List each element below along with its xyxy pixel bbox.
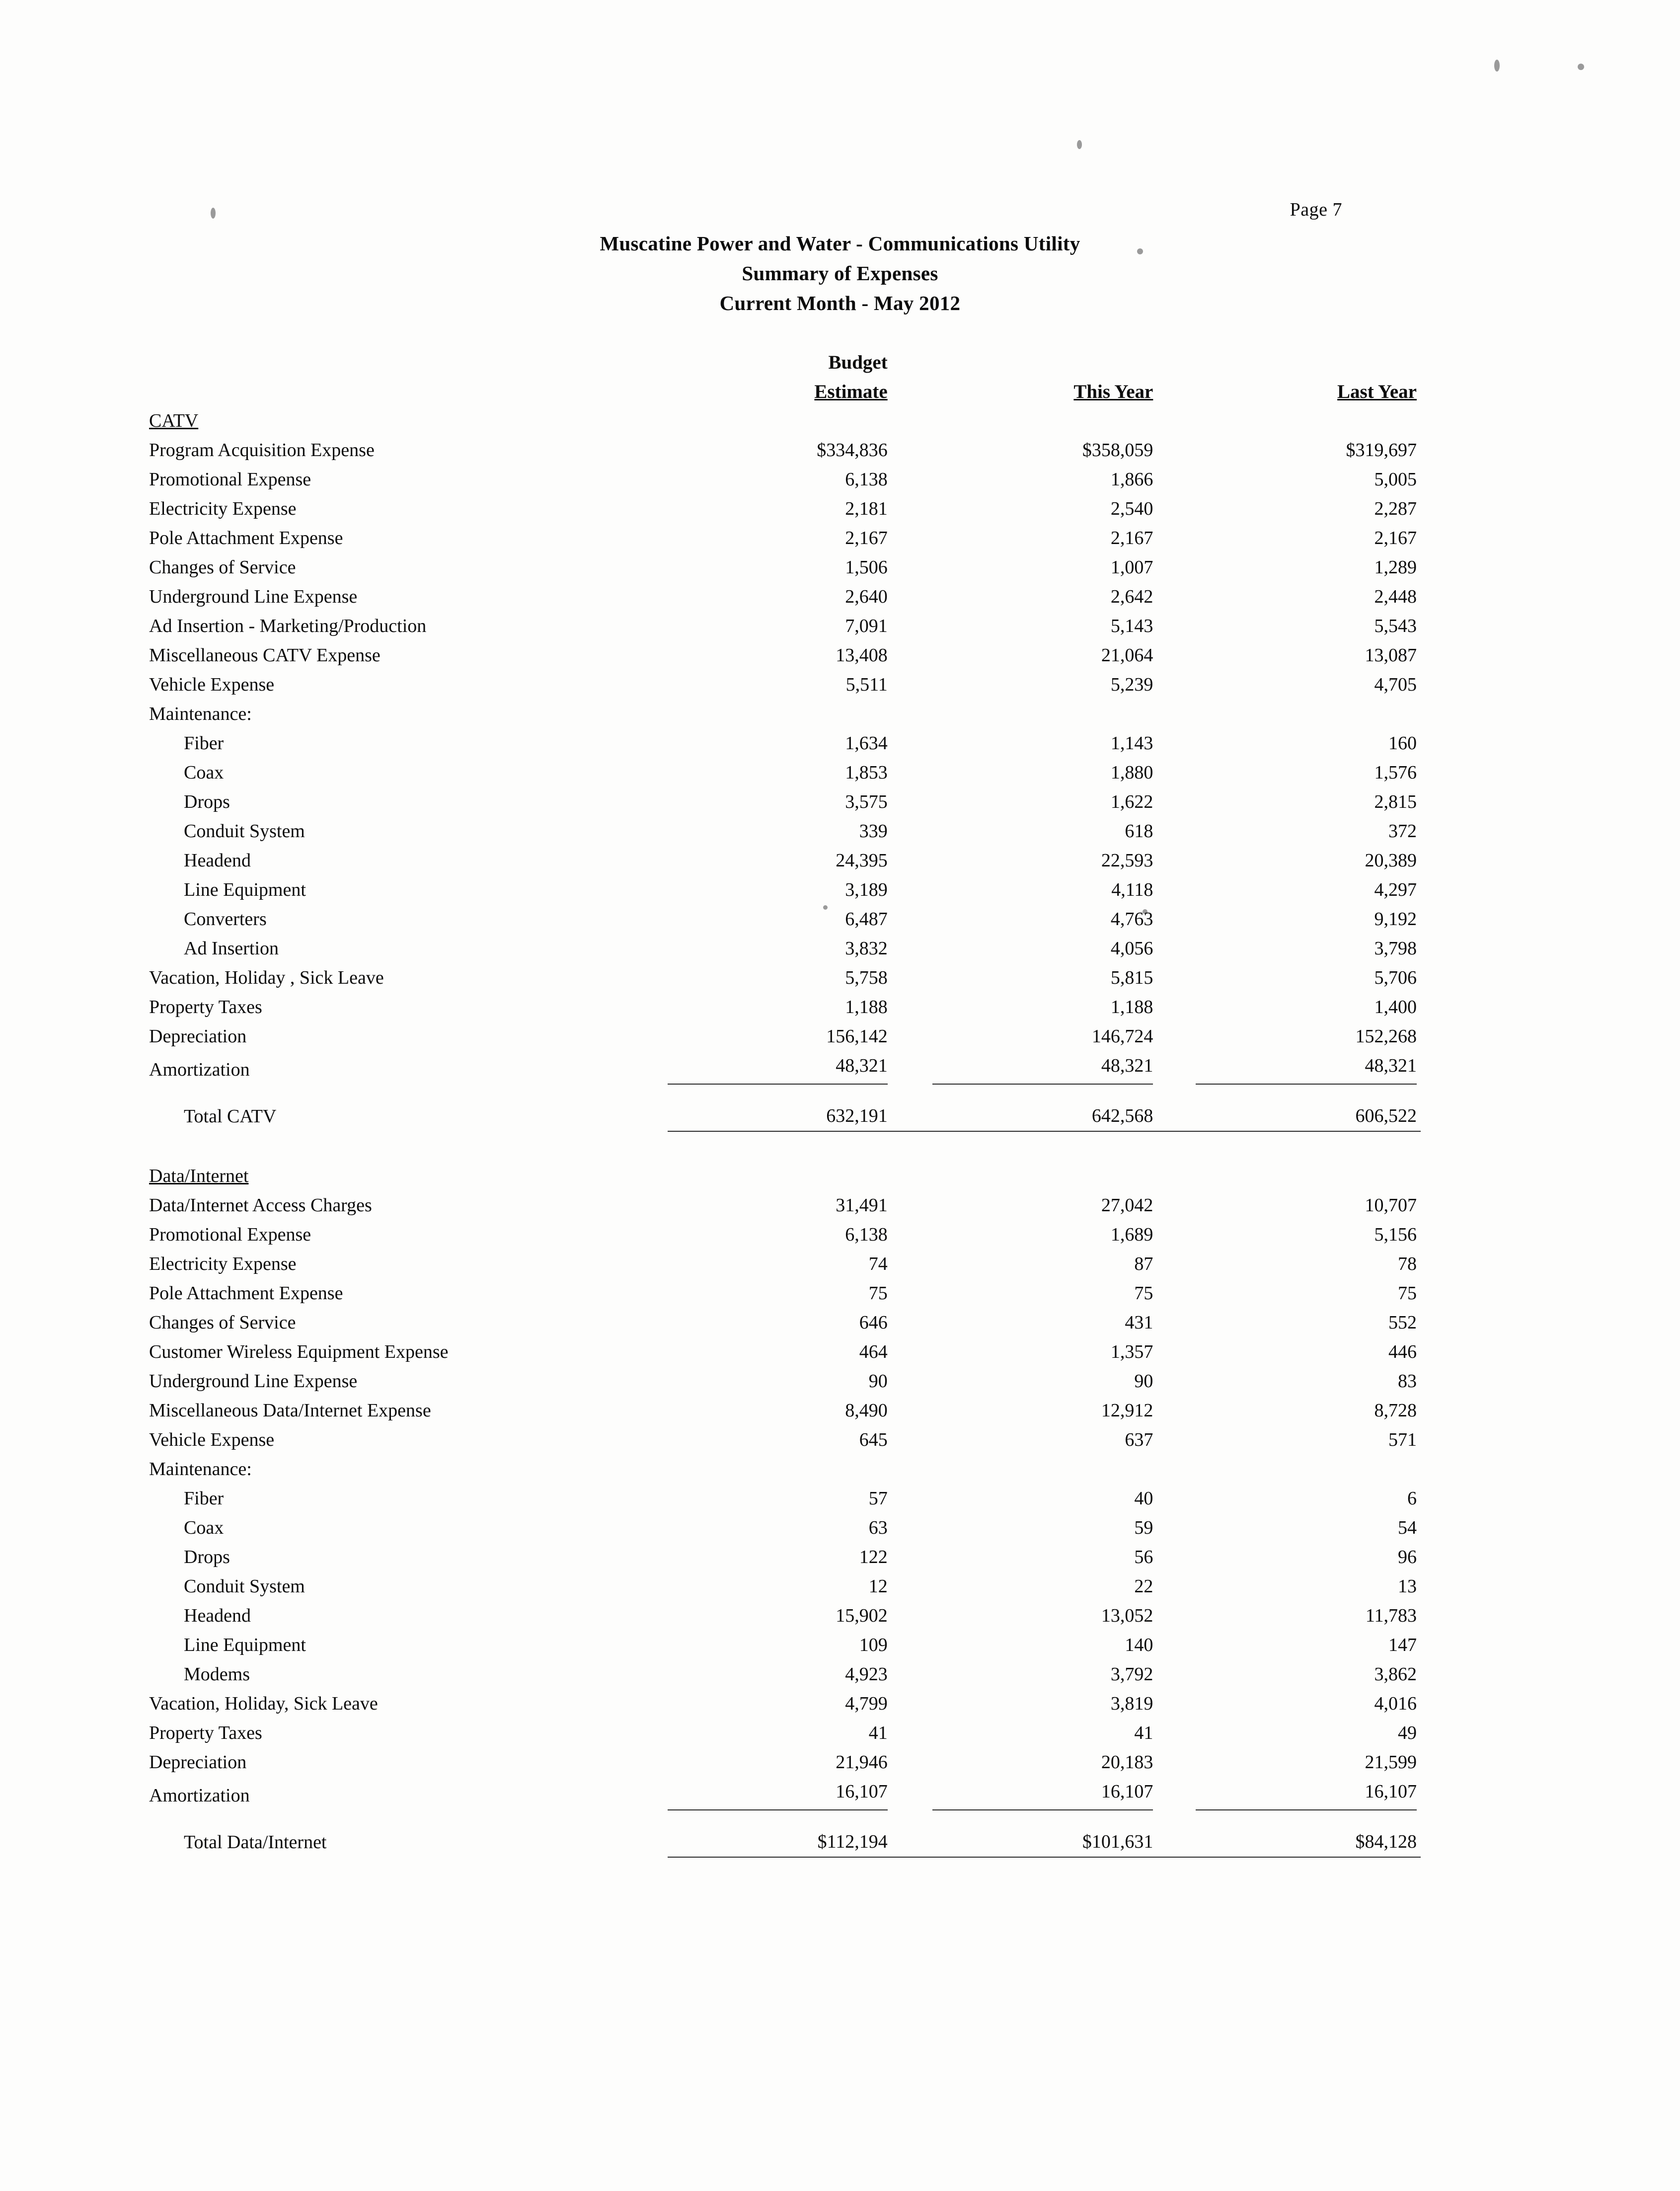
row-value: 122 bbox=[859, 1547, 888, 1567]
row-value: 2,642 bbox=[1110, 586, 1153, 607]
row-spacer bbox=[149, 1810, 668, 1827]
column-header-blank-3 bbox=[1196, 348, 1421, 377]
row-label: Modems bbox=[184, 1664, 250, 1685]
total-label: Total Data/Internet bbox=[184, 1832, 327, 1853]
row-value: 6 bbox=[1407, 1488, 1417, 1509]
row-value: 4,118 bbox=[1111, 879, 1153, 900]
document-title bbox=[0, 229, 1680, 318]
table-row bbox=[149, 1337, 1421, 1367]
table-row bbox=[149, 494, 1421, 524]
row-label: Underground Line Expense bbox=[149, 1371, 358, 1392]
row-label: Promotional Expense bbox=[149, 1224, 311, 1245]
row-value: 56 bbox=[1134, 1547, 1153, 1567]
row-value: 41 bbox=[868, 1722, 888, 1743]
table-row bbox=[149, 758, 1421, 787]
row-value: 5,156 bbox=[1374, 1224, 1417, 1245]
row-value: 1,188 bbox=[1110, 997, 1153, 1017]
row-value: 13,408 bbox=[836, 645, 888, 666]
table-row bbox=[149, 1220, 1421, 1250]
row-label: Conduit System bbox=[184, 821, 305, 842]
row-spacer bbox=[668, 1131, 932, 1162]
row-spacer bbox=[1196, 1085, 1421, 1101]
total-value: $101,631 bbox=[932, 1827, 1196, 1857]
column-header-blank bbox=[149, 377, 668, 406]
table-row bbox=[149, 465, 1421, 494]
row-value: 12 bbox=[868, 1576, 888, 1597]
row-label: Pole Attachment Expense bbox=[149, 528, 343, 548]
row-label: Promotional Expense bbox=[149, 469, 311, 490]
row-value: 618 bbox=[1125, 821, 1153, 842]
row-spacer bbox=[668, 1085, 932, 1101]
row-value: 41 bbox=[1134, 1722, 1153, 1743]
row-value: 3,575 bbox=[845, 791, 888, 812]
row-value: 9,192 bbox=[1374, 909, 1417, 930]
table-row bbox=[149, 641, 1421, 670]
row-value: 2,167 bbox=[845, 528, 888, 548]
row-value: 75 bbox=[1134, 1283, 1153, 1304]
section-heading-label: Data/Internet bbox=[149, 1166, 249, 1186]
row-spacer bbox=[1196, 1810, 1421, 1827]
row-label: Depreciation bbox=[149, 1026, 247, 1047]
row-label: Ad Insertion - Marketing/Production bbox=[149, 616, 427, 636]
row-value: 20,389 bbox=[1365, 850, 1417, 871]
row-value: 8,490 bbox=[845, 1400, 888, 1421]
row-value: 6,138 bbox=[845, 1224, 888, 1245]
section-heading-pad bbox=[932, 1162, 1196, 1191]
section-heading-pad bbox=[668, 406, 932, 436]
row-value: 1,866 bbox=[1110, 469, 1153, 490]
row-value: 74 bbox=[868, 1253, 888, 1274]
table-row bbox=[149, 524, 1421, 553]
table-row bbox=[149, 1250, 1421, 1279]
row-value: 5,543 bbox=[1374, 616, 1417, 636]
page-number: Page 7 bbox=[1290, 199, 1342, 220]
row-value: 87 bbox=[1134, 1253, 1153, 1274]
row-label: Miscellaneous Data/Internet Expense bbox=[149, 1400, 431, 1421]
row-value: 7,091 bbox=[845, 616, 888, 636]
table-row bbox=[149, 1367, 1421, 1396]
table-row bbox=[149, 1396, 1421, 1425]
row-label: Coax bbox=[184, 1517, 224, 1538]
row-value: 22,593 bbox=[1101, 850, 1153, 871]
row-value: 75 bbox=[1398, 1283, 1417, 1304]
row-value: 8,728 bbox=[1374, 1400, 1417, 1421]
total-value: 606,522 bbox=[1196, 1101, 1421, 1131]
row-value: 13 bbox=[1398, 1576, 1417, 1597]
row-value: 1,634 bbox=[845, 733, 888, 754]
scan-speck bbox=[1578, 64, 1584, 70]
scan-speck bbox=[211, 208, 216, 219]
table-row bbox=[149, 612, 1421, 641]
row-value: 3,798 bbox=[1374, 938, 1417, 959]
row-value: 3,792 bbox=[1110, 1664, 1153, 1685]
total-value: 632,191 bbox=[668, 1101, 932, 1131]
row-value: 2,815 bbox=[1374, 791, 1417, 812]
row-value: 90 bbox=[1134, 1371, 1153, 1392]
row-value: 2,448 bbox=[1374, 586, 1417, 607]
row-value: 21,946 bbox=[836, 1752, 888, 1773]
table-row bbox=[149, 993, 1421, 1022]
row-value: 1,400 bbox=[1374, 997, 1417, 1017]
row-label: Property Taxes bbox=[149, 997, 262, 1017]
row-value: 24,395 bbox=[836, 850, 888, 871]
table-row bbox=[149, 1543, 1421, 1572]
row-value: 4,016 bbox=[1374, 1693, 1417, 1714]
row-value: 552 bbox=[1388, 1312, 1417, 1333]
row-value: 27,042 bbox=[1101, 1195, 1153, 1216]
row-spacer bbox=[149, 1085, 668, 1101]
row-value: 1,289 bbox=[1374, 557, 1417, 578]
row-value: 4,923 bbox=[845, 1664, 888, 1685]
column-header-blank bbox=[149, 348, 668, 377]
row-spacer bbox=[932, 1810, 1196, 1827]
row-value: 12,912 bbox=[1101, 1400, 1153, 1421]
row-value: 2,181 bbox=[845, 498, 888, 519]
row-value: 78 bbox=[1398, 1253, 1417, 1274]
section-heading-pad bbox=[668, 1162, 932, 1191]
row-value: 11,783 bbox=[1365, 1605, 1417, 1626]
row-value: 2,540 bbox=[1110, 498, 1153, 519]
row-value: 5,706 bbox=[1374, 967, 1417, 988]
row-value: 1,143 bbox=[1110, 733, 1153, 754]
row-value: 152,268 bbox=[1355, 1026, 1417, 1047]
row-value bbox=[932, 1455, 1196, 1484]
table-row bbox=[149, 1601, 1421, 1631]
column-header-last-year: Last Year bbox=[1337, 381, 1417, 402]
row-value: 446 bbox=[1388, 1341, 1417, 1362]
row-label: Drops bbox=[184, 791, 230, 812]
total-value: $84,128 bbox=[1196, 1827, 1421, 1857]
row-value: 57 bbox=[868, 1488, 888, 1509]
expense-summary-table bbox=[149, 348, 1421, 1858]
row-label: Vehicle Expense bbox=[149, 1429, 275, 1450]
row-value: 109 bbox=[859, 1635, 888, 1655]
row-value: 1,576 bbox=[1374, 762, 1417, 783]
row-label: Ad Insertion bbox=[184, 938, 279, 959]
table-row bbox=[149, 1660, 1421, 1689]
row-value bbox=[1196, 700, 1421, 729]
row-value: 48,321 bbox=[1196, 1051, 1421, 1085]
table-row bbox=[149, 1455, 1421, 1484]
row-value: 20,183 bbox=[1101, 1752, 1153, 1773]
row-label: Program Acquisition Expense bbox=[149, 440, 375, 461]
row-value: 339 bbox=[859, 821, 888, 842]
row-value: 571 bbox=[1388, 1429, 1417, 1450]
row-value: 4,705 bbox=[1374, 674, 1417, 695]
row-value: 59 bbox=[1134, 1517, 1153, 1538]
row-value: 1,880 bbox=[1110, 762, 1153, 783]
row-value: 146,724 bbox=[1091, 1026, 1153, 1047]
row-label: Data/Internet Access Charges bbox=[149, 1195, 372, 1216]
table-row bbox=[149, 846, 1421, 875]
table-row bbox=[149, 1631, 1421, 1660]
row-value: 147 bbox=[1388, 1635, 1417, 1655]
table-row bbox=[149, 1719, 1421, 1748]
row-label: Coax bbox=[184, 762, 224, 783]
row-value: 5,005 bbox=[1374, 469, 1417, 490]
row-value bbox=[932, 700, 1196, 729]
row-value: 21,064 bbox=[1101, 645, 1153, 666]
table-row bbox=[149, 1689, 1421, 1719]
row-label: Conduit System bbox=[184, 1576, 305, 1597]
row-value: 16,107 bbox=[1196, 1777, 1421, 1810]
row-label: Converters bbox=[184, 909, 267, 930]
total-row bbox=[149, 1101, 1421, 1131]
row-value: 1,357 bbox=[1110, 1341, 1153, 1362]
table-row bbox=[149, 875, 1421, 905]
row-value: 31,491 bbox=[836, 1195, 888, 1216]
table-row bbox=[149, 1425, 1421, 1455]
row-value: 2,167 bbox=[1374, 528, 1417, 548]
row-label: Vacation, Holiday , Sick Leave bbox=[149, 967, 384, 988]
row-label: Amortization bbox=[149, 1059, 250, 1080]
row-value: 156,142 bbox=[826, 1026, 888, 1047]
section-heading bbox=[149, 406, 668, 436]
total-label: Total CATV bbox=[184, 1106, 277, 1127]
row-label: Headend bbox=[184, 1605, 251, 1626]
row-label: Maintenance: bbox=[149, 1459, 252, 1480]
row-value: 3,832 bbox=[845, 938, 888, 959]
row-spacer bbox=[932, 1085, 1196, 1101]
table-row bbox=[149, 963, 1421, 993]
total-value: $112,194 bbox=[668, 1827, 932, 1857]
total-value: 642,568 bbox=[932, 1101, 1196, 1131]
scan-speck bbox=[1494, 60, 1500, 72]
row-value: 49 bbox=[1398, 1722, 1417, 1743]
row-spacer bbox=[668, 1810, 932, 1827]
row-value: 5,758 bbox=[845, 967, 888, 988]
row-label: Fiber bbox=[184, 733, 224, 754]
row-value: 1,622 bbox=[1110, 791, 1153, 812]
title-line-1: Muscatine Power and Water - Communications Utility bbox=[600, 232, 1080, 255]
row-label: Line Equipment bbox=[184, 879, 306, 900]
title-line-2: Summary of Expenses bbox=[742, 262, 938, 285]
row-spacer bbox=[1196, 1131, 1421, 1162]
table-row bbox=[149, 1308, 1421, 1337]
row-label: Changes of Service bbox=[149, 557, 296, 578]
row-label: Electricity Expense bbox=[149, 1253, 297, 1274]
table-row bbox=[149, 1279, 1421, 1308]
row-value: $334,836 bbox=[817, 440, 888, 461]
row-value: 3,862 bbox=[1374, 1664, 1417, 1685]
table-row bbox=[149, 817, 1421, 846]
row-value: 48,321 bbox=[668, 1051, 932, 1085]
row-label: Headend bbox=[184, 850, 251, 871]
title-line-3: Current Month - May 2012 bbox=[719, 292, 961, 314]
scan-speck bbox=[1077, 140, 1082, 149]
row-label: Electricity Expense bbox=[149, 498, 297, 519]
row-value: 5,239 bbox=[1110, 674, 1153, 695]
row-value: 2,287 bbox=[1374, 498, 1417, 519]
row-label: Drops bbox=[184, 1547, 230, 1567]
row-value: 3,819 bbox=[1110, 1693, 1153, 1714]
row-value: 4,056 bbox=[1110, 938, 1153, 959]
row-label: Fiber bbox=[184, 1488, 224, 1509]
row-label: Maintenance: bbox=[149, 704, 252, 724]
row-value: 464 bbox=[859, 1341, 888, 1362]
row-value: 4,297 bbox=[1374, 879, 1417, 900]
row-value: 21,599 bbox=[1365, 1752, 1417, 1773]
row-value: 1,188 bbox=[845, 997, 888, 1017]
section-heading-pad bbox=[1196, 1162, 1421, 1191]
row-value: 2,640 bbox=[845, 586, 888, 607]
row-value: 431 bbox=[1125, 1312, 1153, 1333]
row-value: 645 bbox=[859, 1429, 888, 1450]
row-value: 40 bbox=[1134, 1488, 1153, 1509]
section-heading-label: CATV bbox=[149, 410, 199, 431]
row-label: Miscellaneous CATV Expense bbox=[149, 645, 381, 666]
table-row bbox=[149, 553, 1421, 582]
row-value: 1,689 bbox=[1110, 1224, 1153, 1245]
table-row bbox=[149, 700, 1421, 729]
section-heading bbox=[149, 1162, 668, 1191]
row-value: 3,189 bbox=[845, 879, 888, 900]
row-value: 5,511 bbox=[845, 674, 888, 695]
table-row bbox=[149, 436, 1421, 465]
row-label: Property Taxes bbox=[149, 1722, 262, 1743]
row-value: 96 bbox=[1398, 1547, 1417, 1567]
column-header-this-year: This Year bbox=[1073, 381, 1153, 402]
row-value: 637 bbox=[1125, 1429, 1153, 1450]
row-label: Customer Wireless Equipment Expense bbox=[149, 1341, 449, 1362]
table-row bbox=[149, 670, 1421, 700]
row-label: Vacation, Holiday, Sick Leave bbox=[149, 1693, 378, 1714]
row-value: 16,107 bbox=[668, 1777, 932, 1810]
row-value: 140 bbox=[1125, 1635, 1153, 1655]
table-row bbox=[149, 1777, 1421, 1810]
row-value: 4,799 bbox=[845, 1693, 888, 1714]
table-row bbox=[149, 1748, 1421, 1777]
table-row bbox=[149, 934, 1421, 963]
row-label: Underground Line Expense bbox=[149, 586, 358, 607]
row-value: $358,059 bbox=[1082, 440, 1153, 461]
table-row bbox=[149, 1022, 1421, 1051]
row-value: 4,763 bbox=[1110, 909, 1153, 930]
row-label: Vehicle Expense bbox=[149, 674, 275, 695]
row-value: 1,506 bbox=[845, 557, 888, 578]
table-row bbox=[149, 1572, 1421, 1601]
section-heading-pad bbox=[932, 406, 1196, 436]
row-value: 15,902 bbox=[836, 1605, 888, 1626]
table-row bbox=[149, 1191, 1421, 1220]
row-value: 22 bbox=[1134, 1576, 1153, 1597]
row-value bbox=[668, 1455, 932, 1484]
row-value: 75 bbox=[868, 1283, 888, 1304]
section-heading-pad bbox=[1196, 406, 1421, 436]
column-header-blank-2 bbox=[932, 348, 1196, 377]
row-value: 160 bbox=[1388, 733, 1417, 754]
column-header-budget: Budget bbox=[828, 352, 888, 373]
row-value: 372 bbox=[1388, 821, 1417, 842]
row-label: Pole Attachment Expense bbox=[149, 1283, 343, 1304]
row-value bbox=[668, 700, 932, 729]
row-value: 16,107 bbox=[932, 1777, 1196, 1810]
row-spacer bbox=[932, 1131, 1196, 1162]
row-value: 63 bbox=[868, 1517, 888, 1538]
row-value: 83 bbox=[1398, 1371, 1417, 1392]
row-value: 6,487 bbox=[845, 909, 888, 930]
row-label: Amortization bbox=[149, 1785, 250, 1806]
row-value: 10,707 bbox=[1365, 1195, 1417, 1216]
table-row bbox=[149, 1051, 1421, 1085]
total-row bbox=[149, 1827, 1421, 1857]
table-row bbox=[149, 582, 1421, 612]
row-value: 1,853 bbox=[845, 762, 888, 783]
column-header-estimate: Estimate bbox=[814, 381, 888, 402]
row-value: 90 bbox=[868, 1371, 888, 1392]
row-value: 5,143 bbox=[1110, 616, 1153, 636]
row-value: $319,697 bbox=[1346, 440, 1417, 461]
row-label: Line Equipment bbox=[184, 1635, 306, 1655]
row-value: 646 bbox=[859, 1312, 888, 1333]
row-value: 6,138 bbox=[845, 469, 888, 490]
row-value: 5,815 bbox=[1110, 967, 1153, 988]
table-row bbox=[149, 1513, 1421, 1543]
table-row bbox=[149, 905, 1421, 934]
table-row bbox=[149, 1484, 1421, 1513]
row-value bbox=[1196, 1455, 1421, 1484]
row-spacer bbox=[149, 1131, 668, 1162]
table-row bbox=[149, 729, 1421, 758]
row-label: Depreciation bbox=[149, 1752, 247, 1773]
row-value: 54 bbox=[1398, 1517, 1417, 1538]
row-value: 2,167 bbox=[1110, 528, 1153, 548]
row-value: 48,321 bbox=[932, 1051, 1196, 1085]
row-value: 13,087 bbox=[1365, 645, 1417, 666]
table-row bbox=[149, 787, 1421, 817]
row-label: Changes of Service bbox=[149, 1312, 296, 1333]
row-value: 13,052 bbox=[1101, 1605, 1153, 1626]
row-value: 1,007 bbox=[1110, 557, 1153, 578]
